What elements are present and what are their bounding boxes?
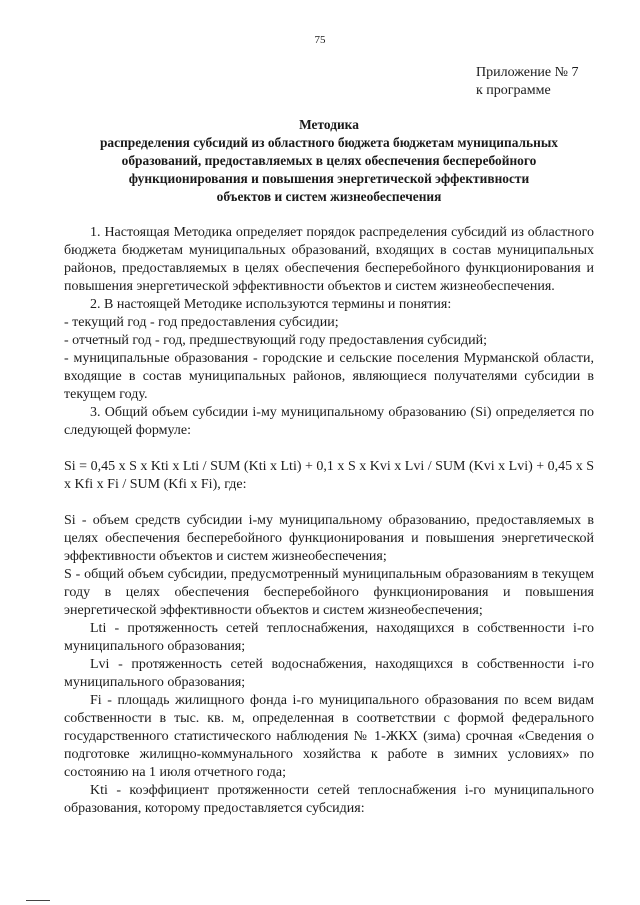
title-line: распределения субсидий из областного бюджета бюджетам муниципальных bbox=[99, 135, 558, 150]
appendix-line-1: Приложение № 7 bbox=[476, 65, 579, 80]
definition-kti: Kti - коэффициент протяженности сетей теплоснабжения i-го муниципального образования, которому предоставляется субсидия: bbox=[64, 783, 594, 816]
definition-s: S - общий объем субсидии, предусмотренный муниципальным образованиям в текущем году в целях обеспечения бесперебойного функционирования и повышения энергетической эффективности объектов и систем жизнеобеспечения; bbox=[64, 567, 594, 618]
term-municipalities: - муниципальные образования - городские и сельские поселения Мурманской области, входящие в состав муниципальных районов, являющиеся получателями субсидии в текущем году. bbox=[64, 351, 594, 402]
title-line: объектов и систем жизнеобеспечения bbox=[216, 189, 442, 204]
paragraph-3: 3. Общий объем субсидии i-му муниципальному образованию (Si) определяется по следующей формуле: bbox=[64, 405, 594, 438]
definition-fi: Fi - площадь жилищного фонда i-го муниципального образования по всем видам собственности в тыс. кв. м, определенная в соответствии с формой федерального государственного статистического наблюдения № 1-ЖКХ (зима) срочная «Сведения о подготовке жилищно-коммунального хозяйства к работе в зимних условиях» по состоянию на 1 июля отчетного года; bbox=[64, 693, 594, 780]
definition-lvi: Lvi - протяженность сетей водоснабжения, находящихся в собственности i-го муниципального образования; bbox=[64, 657, 594, 690]
title-line: функционирования и повышения энергетической эффективности bbox=[128, 171, 530, 186]
title-heading: Методика bbox=[299, 117, 359, 132]
paragraph-1: 1. Настоящая Методика определяет порядок распределения субсидий из областного бюджета бюджетам муниципальных образований, входящих в состав муниципальных районов, предоставляемых в целях обеспечения бесперебойного функционирования и повышения энергетической эффективности объектов и систем жизнеобеспечения. bbox=[64, 225, 594, 294]
document-title bbox=[64, 116, 594, 206]
document-body bbox=[64, 224, 594, 818]
appendix-label bbox=[476, 64, 579, 100]
paragraph-2: 2. В настоящей Методике используются термины и понятия: bbox=[90, 297, 452, 312]
definition-si: Si - объем средств субсидии i-му муниципальному образованию, предоставляемых в целях обеспечения бесперебойного функционирования и повышения энергетической эффективности объектов и систем жизнеобеспечения; bbox=[64, 513, 594, 564]
subsidy-formula: Si = 0,45 x S x Kti x Lti / SUM (Kti x Lti) + 0,1 x S x Kvi x Lvi / SUM (Kvi x Lvi) + 0,45 x S x Kfi x Fi / SUM (Kfi x Fi), где: bbox=[64, 459, 594, 492]
term-reporting-year: - отчетный год - год, предшествующий году предоставления субсидий; bbox=[64, 333, 487, 348]
appendix-line-2: к программе bbox=[476, 83, 551, 98]
footer-divider bbox=[26, 900, 50, 901]
title-line: образований, предоставляемых в целях обеспечения бесперебойного bbox=[121, 153, 537, 168]
page-number: 75 bbox=[314, 34, 326, 46]
definition-lti: Lti - протяженность сетей теплоснабжения, находящихся в собственности i-го муниципального образования; bbox=[64, 621, 594, 654]
term-current-year: - текущий год - год предоставления субсидии; bbox=[64, 315, 339, 330]
